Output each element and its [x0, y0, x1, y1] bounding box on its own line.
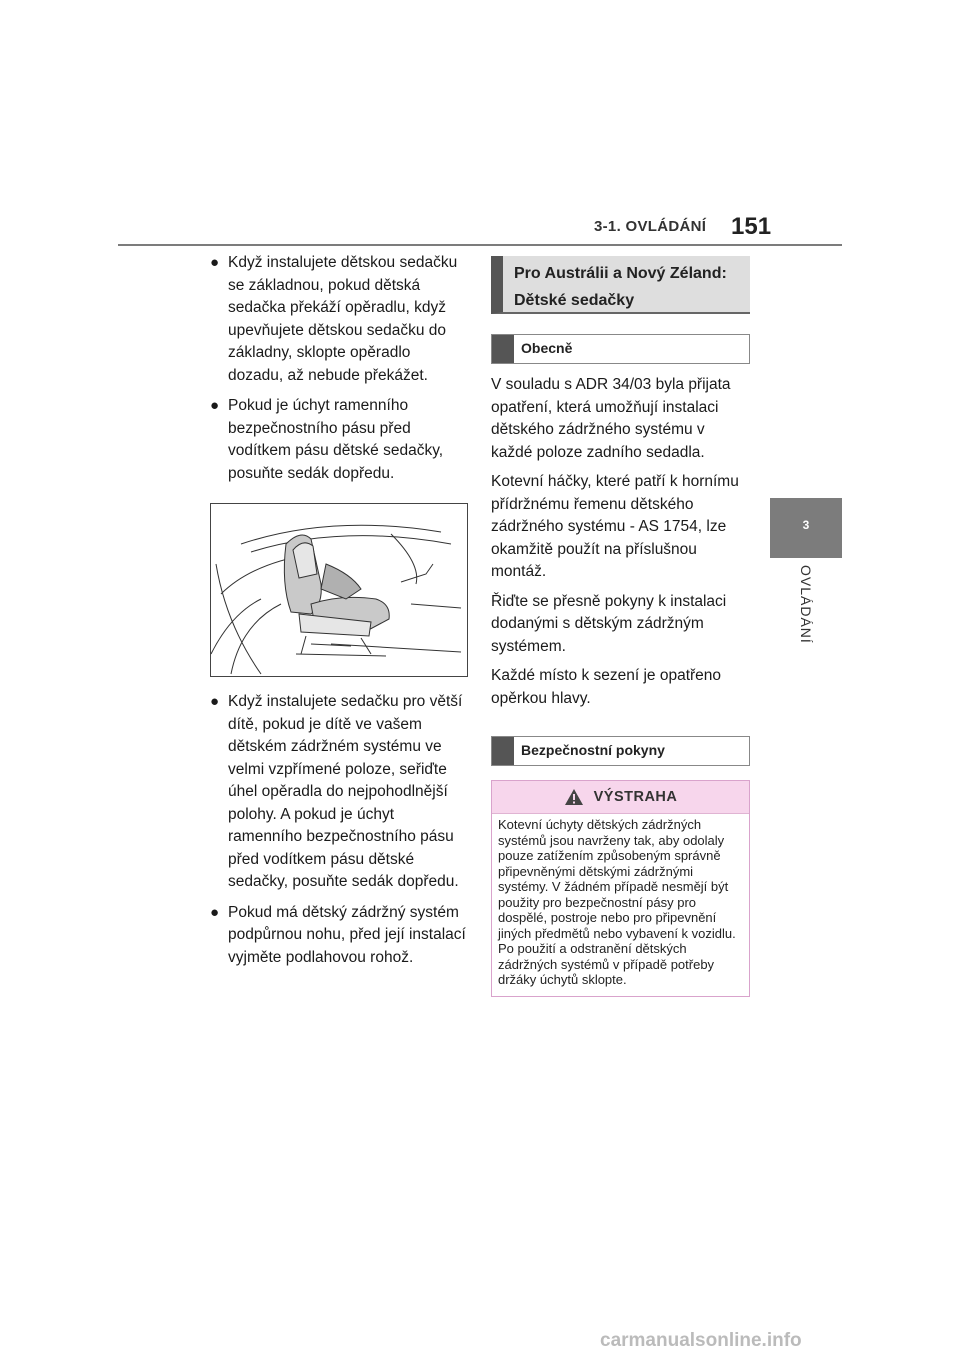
bullet-icon: ●: [210, 397, 220, 414]
warning-text: Kotevní úchyty dětských zádržných systémů jsou navrženy tak, aby odolaly pouze zatížením způsobeným správně připevněnými dětskými zádržnými systémy. V žádném případě nesmějí být použity pro bezpečnostní pásy pro dospělé, postroje nebo pro připevnění jiných předmětů nebo vybavení k vozidlu. Po použití a odstranění dětských zádržných systémů v případě potřeby držáky úchytů sklopte.: [498, 817, 736, 987]
bullet-icon: ●: [210, 693, 220, 710]
warning-header: [492, 781, 749, 814]
chapter-label: OVLÁDÁNÍ: [798, 565, 814, 644]
subheading-marker: [492, 335, 514, 363]
section-title: 3-1. OVLÁDÁNÍ: [594, 218, 707, 235]
list-item: ● Když instalujete dětskou sedačku se základnou, pokud dětská sedačka překáží opěradlu, když upevňujete dětskou sedačku do základny, sklopte opěradlo dozadu, až nebude překážet.: [210, 254, 458, 384]
page-number: 151: [731, 213, 772, 240]
list-item: ● Pokud je úchyt ramenního bezpečnostního pásu před vodítkem pásu dětské sedačky, posuňte sedák dopředu.: [210, 397, 444, 482]
left-column: [210, 252, 468, 977]
subheading-safety: Bezpečnostní pokyny: [491, 736, 750, 766]
chapter-tab: [770, 498, 842, 558]
header-divider: [118, 244, 842, 246]
chapter-number: 3: [802, 518, 810, 532]
paragraph: Řiďte se přesně pokyny k instalaci dodanými s dětským zádržným systémem.: [491, 592, 727, 655]
paragraph: Kotevní háčky, které patří k hornímu přídržnému řemenu dětského zádržného systému - AS 1754, lze okamžitě použít na příslušnou montáž.: [491, 473, 739, 580]
bullet-icon: ●: [210, 254, 220, 271]
warning-title: VÝSTRAHA: [593, 789, 678, 805]
subheading-general: Obecně: [491, 334, 750, 364]
child-seat-illustration: [210, 503, 468, 677]
right-column: [491, 256, 750, 997]
list-item: ● Pokud má dětský zádržný systém podpůrnou nohu, před její instalací vyjměte podlahovou rohož.: [210, 903, 466, 966]
footer-watermark: carmanualsonline.info: [600, 1330, 802, 1351]
warning-box: [491, 780, 750, 997]
section-heading: [491, 256, 750, 314]
section-heading-line1: Pro Austrálii a Nový Zéland:: [514, 265, 727, 282]
bullet-icon: ●: [210, 903, 220, 921]
warning-triangle-icon: [564, 788, 584, 806]
paragraph: Každé místo k sezení je opatřeno opěrkou hlavy.: [491, 667, 722, 707]
subheading-marker: [492, 737, 514, 765]
section-heading-line2: Dětské sedačky: [514, 292, 635, 309]
car-seat-drawing-icon: [211, 504, 467, 676]
paragraph: V souladu s ADR 34/03 byla přijata opatření, která umožňují instalaci dětského zádržného systému v každé poloze zadního sedadla.: [491, 376, 731, 461]
list-item: ● Když instalujete sedačku pro větší dítě, pokud je dítě ve vašem dětském zádržném systému ve velmi vzpřímené poloze, seřiďte úhel opěradla do nejpohodlnější polohy. A pokud je úchyt ramenního bezpečnostního pásu před vodítkem pásu dětské sedačky, posuňte sedák dopředu.: [210, 693, 463, 890]
